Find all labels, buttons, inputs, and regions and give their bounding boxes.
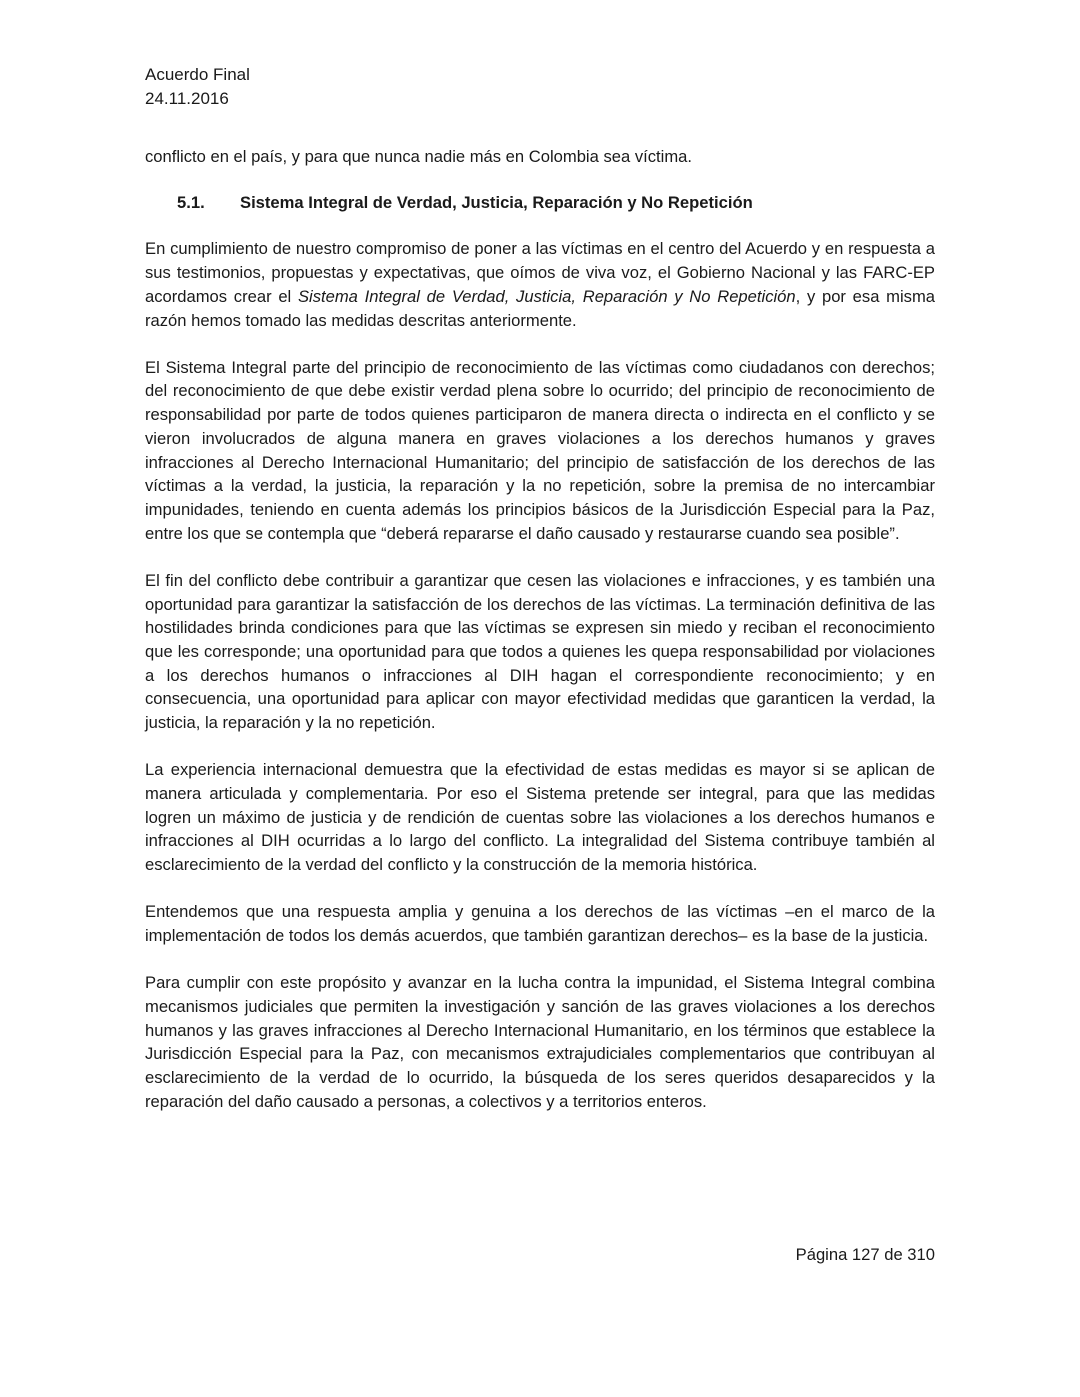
page-number: Página 127 de 310	[795, 1245, 935, 1264]
paragraph-6: Para cumplir con este propósito y avanzar en la lucha contra la impunidad, el Sistema Integral combina mecanismos judiciales que permiten la investigación y sanción de las graves violaciones a los derechos humanos y las graves infracciones al Derecho Internacional Humanitario, en los términos que establece la Jurisdicción Especial para la Paz, con mecanismos extrajudiciales complementarios que contribuyan al esclarecimiento de la verdad de lo ocurrido, la búsqueda de los seres queridos desaparecidos y la reparación del daño causado a personas, a colectivos y a territorios enteros.	[145, 973, 935, 1111]
section-number: 5.1.	[177, 192, 205, 212]
paragraph-1-text-b: , y por esa misma razón hemos tomado las medidas descritas anteriormente.	[145, 286, 935, 330]
paragraph-1-italic-system-name: Sistema Integral de Verdad, Justicia, Reparación y No Repetición	[297, 286, 796, 306]
section-title: Sistema Integral de Verdad, Justicia, Reparación y No Repetición	[240, 192, 753, 212]
paragraph-4: La experiencia internacional demuestra que la efectividad de estas medidas es mayor si se aplican de manera articulada y complementaria. Por eso el Sistema pretende ser integral, para que las medidas logren un máximo de justicia y de rendición de cuentas sobre las violaciones a los derechos humanos e infracciones al DIH ocurridas a lo largo del conflicto. La integralidad del Sistema contribuye también al esclarecimiento de la verdad del conflicto y la construcción de la memoria histórica.	[145, 760, 935, 875]
page-header	[145, 63, 250, 111]
paragraph-1	[145, 237, 935, 332]
document-body	[145, 145, 935, 1137]
paragraph-3: El fin del conflicto debe contribuir a garantizar que cesen las violaciones e infracciones, y es también una oportunidad para garantizar la satisfacción de los derechos de las víctimas. La terminación definitiva de las hostilidades brinda condiciones para que las víctimas se expresen sin miedo y reciban el reconocimiento que les corresponde; una oportunidad para que todos a quienes les quepa responsabilidad por violaciones a los derechos humanos o infracciones al DIH hagan el correspondiente reconocimiento; y en consecuencia, una oportunidad para aplicar con mayor efectividad medidas que garanticen la verdad, la justicia, la reparación y la no repetición.	[145, 570, 935, 733]
paragraph-5: Entendemos que una respuesta amplia y genuina a los derechos de las víctimas –en el marco de la implementación de todos los demás acuerdos, que también garantizan derechos– es la base de la justicia.	[145, 902, 935, 945]
document-title: Acuerdo Final	[145, 65, 250, 84]
document-date: 24.11.2016	[145, 89, 229, 108]
section-heading	[177, 191, 935, 215]
paragraph-2: El Sistema Integral parte del principio de reconocimiento de las víctimas como ciudadanos con derechos; del reconocimiento de que debe existir verdad plena sobre lo ocurrido; del principio de reconocimiento de responsabilidad por parte de todos quienes participaron de manera directa o indirecta en el conflicto y se vieron involucrados de alguna manera en graves violaciones a los derechos humanos y graves infracciones al Derecho Internacional Humanitario; del principio de satisfacción de los derechos de las víctimas a la verdad, la justicia, la reparación y la no repetición, sobre la premisa de no intercambiar impunidades, teniendo en cuenta además los principios básicos de la Jurisdicción Especial para la Paz, entre los que se contempla que “deberá repararse el daño causado y restaurarse cuando sea posible”.	[145, 357, 935, 543]
continuation-line: conflicto en el país, y para que nunca nadie más en Colombia sea víctima.	[145, 147, 692, 166]
paragraph-1-text-a: En cumplimiento de nuestro compromiso de poner a las víctimas en el centro del Acuerdo y en respuesta a sus testimonios, propuestas y expectativas, que oímos de viva voz, el Gobierno Nacional y las FARC-EP acordamos crear el	[145, 239, 935, 306]
